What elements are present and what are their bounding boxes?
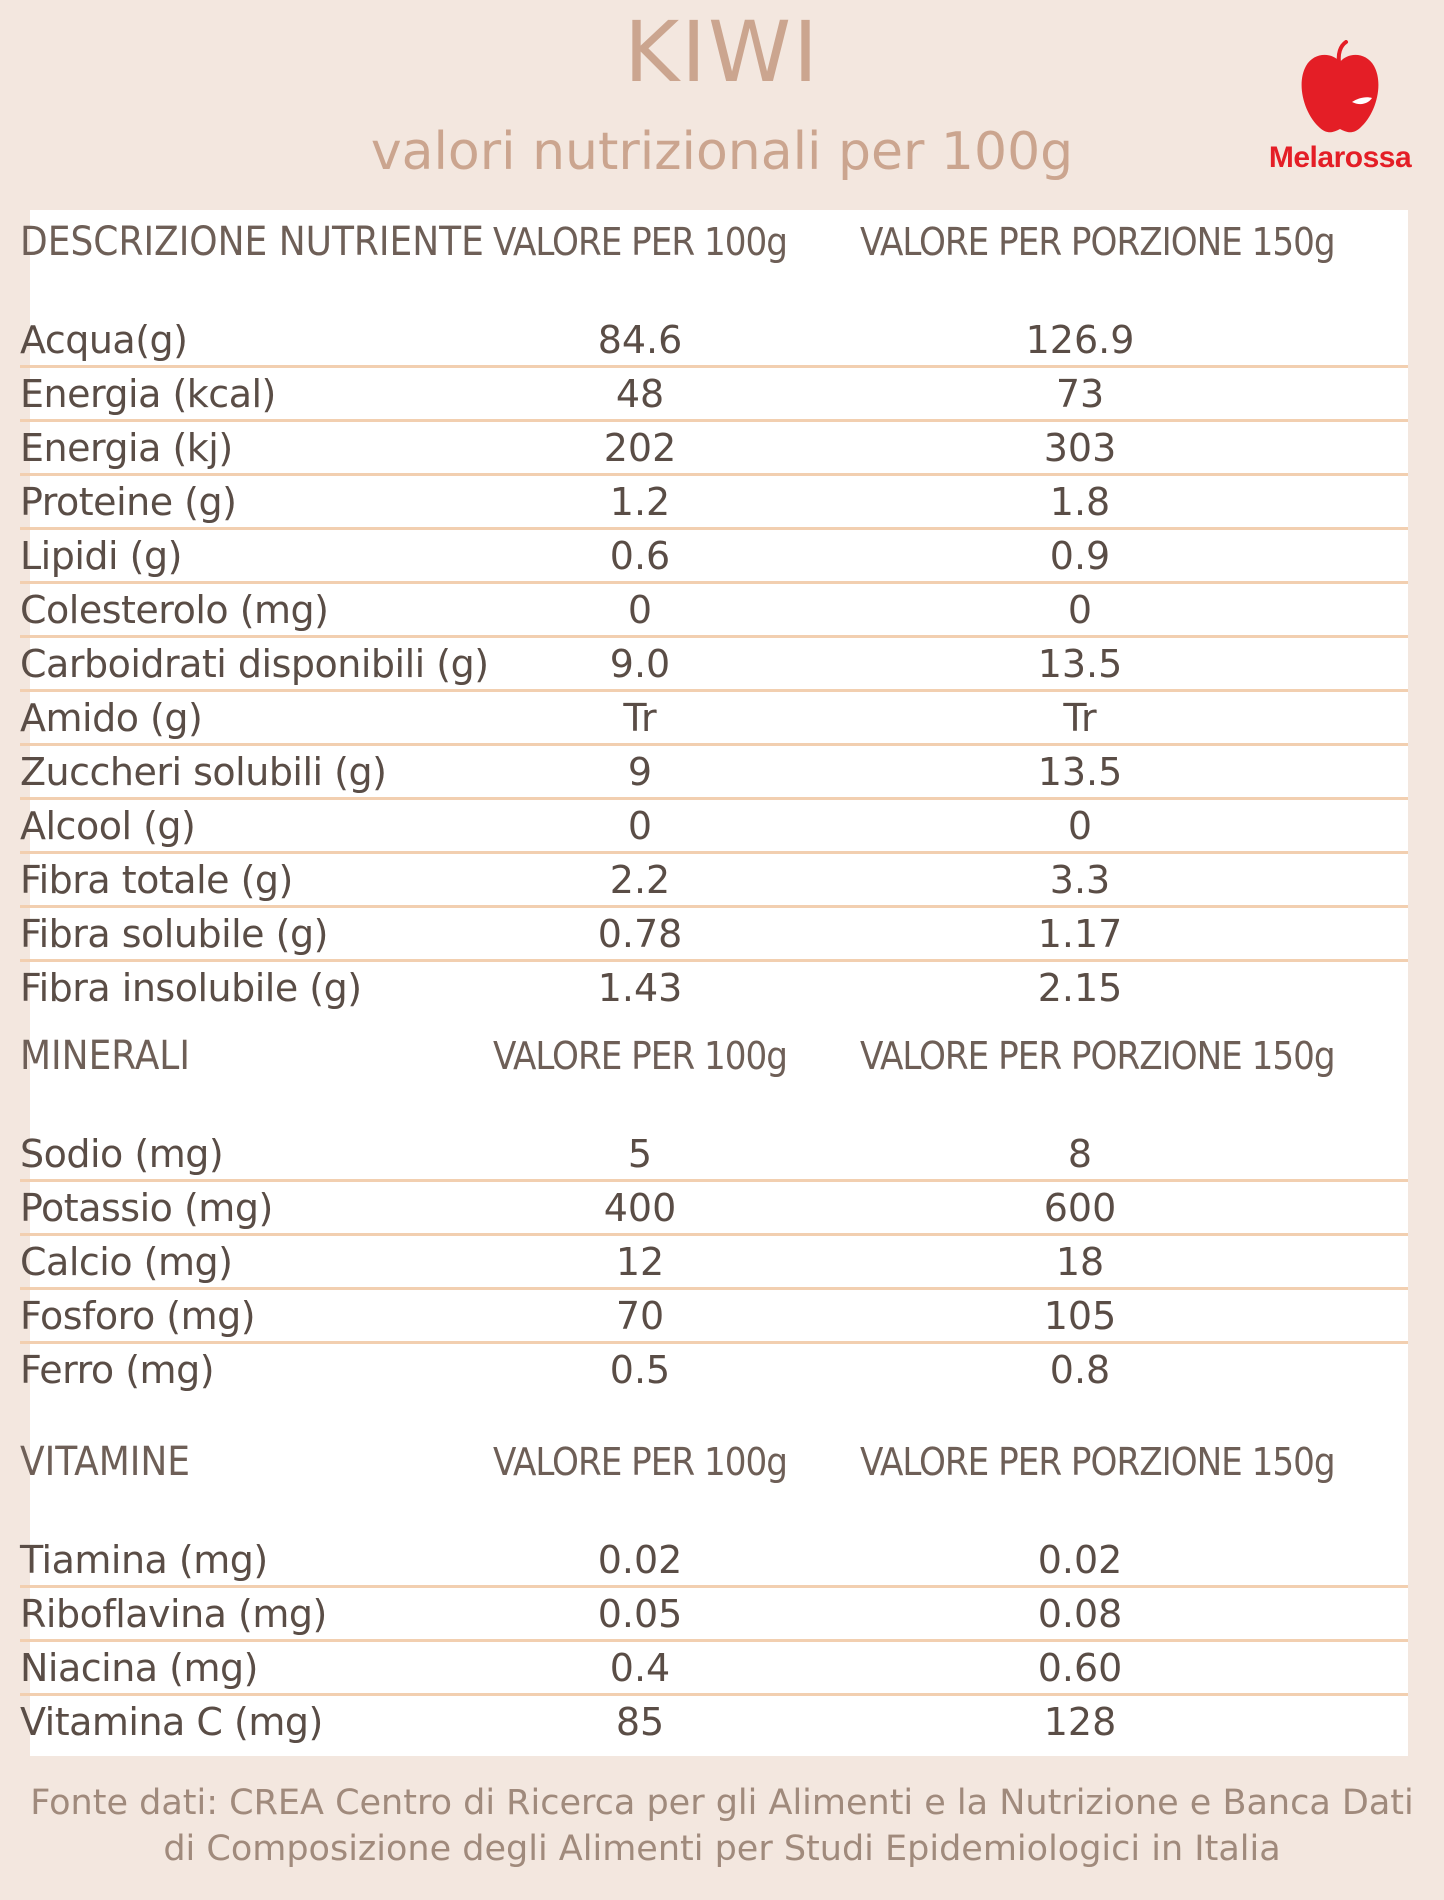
table-row (20, 962, 1408, 1013)
value-per-portion: 3.3 (1049, 858, 1111, 902)
value-per-portion: 0 (1067, 588, 1093, 632)
table-row (20, 746, 1408, 800)
table-row (20, 1128, 1408, 1182)
nutrient-name: Potassio (mg) (20, 1186, 273, 1230)
nutrient-name: Zuccheri solubili (g) (20, 750, 387, 794)
value-per-portion: 0.9 (1049, 534, 1111, 578)
section-nutrients (20, 214, 1408, 1013)
value-per-100g: 0.05 (597, 1592, 683, 1636)
value-per-portion: 0.08 (1037, 1592, 1123, 1636)
column-header-per-100g: VALORE PER 100g (493, 1440, 787, 1484)
value-per-100g: 70 (615, 1294, 665, 1338)
value-per-100g: 85 (615, 1700, 665, 1744)
page-subtitle: valori nutrizionali per 100g (370, 122, 1074, 182)
value-per-portion: 0.8 (1049, 1348, 1111, 1392)
table-row (20, 638, 1408, 692)
page-title: KIWI (624, 3, 820, 101)
table-row (20, 692, 1408, 746)
nutrient-name: Acqua(g) (20, 318, 188, 362)
table-row (20, 1290, 1408, 1344)
nutrient-name: Proteine (g) (20, 480, 237, 524)
value-per-100g: 9 (627, 750, 653, 794)
section-heading (20, 214, 1408, 314)
section-title-minerals: MINERALI (20, 1033, 190, 1079)
table-row (20, 584, 1408, 638)
value-per-100g: 2.2 (609, 858, 671, 902)
column-header-per-portion: VALORE PER PORZIONE 150g (860, 1034, 1335, 1078)
value-per-portion: 126.9 (1025, 318, 1135, 362)
value-per-portion: 600 (1043, 1186, 1117, 1230)
value-per-portion: 303 (1043, 426, 1117, 470)
value-per-100g: 84.6 (597, 318, 683, 362)
value-per-portion: 0 (1067, 804, 1093, 848)
table-row (20, 1642, 1408, 1696)
value-per-portion: 13.5 (1037, 750, 1123, 794)
value-per-portion: 8 (1067, 1132, 1093, 1176)
value-per-100g: 0.02 (597, 1538, 683, 1582)
table-row (20, 1588, 1408, 1642)
apple-icon (1292, 40, 1388, 140)
value-per-portion: 13.5 (1037, 642, 1123, 686)
column-header-nutrient: DESCRIZIONE NUTRIENTE (20, 219, 484, 265)
value-per-100g: 400 (603, 1186, 677, 1230)
brand-name: Melarossa (1268, 141, 1412, 174)
value-per-portion: 1.17 (1037, 912, 1123, 956)
table-row (20, 368, 1408, 422)
table-row (20, 908, 1408, 962)
nutrient-name: Riboflavina (mg) (20, 1592, 327, 1636)
nutrient-name: Fosforo (mg) (20, 1294, 256, 1338)
column-header-per-portion: VALORE PER PORZIONE 150g (860, 1440, 1335, 1484)
table-row (20, 476, 1408, 530)
value-per-100g: 0.6 (609, 534, 671, 578)
column-header-per-100g: VALORE PER 100g (493, 220, 787, 264)
value-per-portion: 128 (1043, 1700, 1117, 1744)
source-footer (0, 1780, 1444, 1872)
table-row (20, 1344, 1408, 1395)
table-row (20, 1236, 1408, 1290)
nutrient-name: Tiamina (mg) (20, 1538, 268, 1582)
nutrient-name: Colesterolo (mg) (20, 588, 329, 632)
value-per-100g: 0 (627, 588, 653, 632)
nutrient-name: Energia (kj) (20, 426, 233, 470)
table-row (20, 800, 1408, 854)
value-per-portion: 2.15 (1037, 966, 1123, 1010)
table-row (20, 1534, 1408, 1588)
table-row (20, 1696, 1408, 1747)
nutrient-name: Sodio (mg) (20, 1132, 224, 1176)
value-per-100g: 1.2 (609, 480, 671, 524)
value-per-portion: 0.60 (1037, 1646, 1123, 1690)
nutrient-name: Ferro (mg) (20, 1348, 215, 1392)
nutrient-name: Fibra totale (g) (20, 858, 293, 902)
section-heading (20, 1028, 1408, 1128)
value-per-portion: 18 (1055, 1240, 1105, 1284)
table-row (20, 1182, 1408, 1236)
nutrient-name: Niacina (mg) (20, 1646, 258, 1690)
section-minerals (20, 1028, 1408, 1395)
value-per-portion: 105 (1043, 1294, 1117, 1338)
brand-logo (1260, 40, 1420, 190)
column-header-per-100g: VALORE PER 100g (493, 1034, 787, 1078)
source-line-2: di Composizione degli Alimenti per Studi Epidemiologici in Italia (163, 1829, 1281, 1869)
value-per-portion: 0.02 (1037, 1538, 1123, 1582)
value-per-100g: 202 (603, 426, 677, 470)
nutrient-name: Lipidi (g) (20, 534, 182, 578)
table-row (20, 422, 1408, 476)
value-per-100g: 0.4 (609, 1646, 671, 1690)
value-per-100g: 0 (627, 804, 653, 848)
value-per-100g: 12 (615, 1240, 665, 1284)
nutrient-name: Vitamina C (mg) (20, 1700, 323, 1744)
value-per-portion: 1.8 (1049, 480, 1111, 524)
nutrient-name: Alcool (g) (20, 804, 196, 848)
nutrient-name: Energia (kcal) (20, 372, 276, 416)
value-per-100g: 48 (615, 372, 665, 416)
section-title-vitamins: VITAMINE (20, 1439, 190, 1485)
source-line-1: Fonte dati: CREA Centro di Ricerca per gli Alimenti e la Nutrizione e Banca Dati (30, 1783, 1414, 1823)
nutrient-name: Fibra insolubile (g) (20, 966, 362, 1010)
nutrient-name: Fibra solubile (g) (20, 912, 328, 956)
value-per-100g: 1.43 (597, 966, 683, 1010)
column-header-per-portion: VALORE PER PORZIONE 150g (860, 220, 1335, 264)
value-per-100g: 9.0 (609, 642, 671, 686)
value-per-100g: 0.78 (597, 912, 683, 956)
nutrient-name: Carboidrati disponibili (g) (20, 642, 489, 686)
table-row (20, 314, 1408, 368)
table-row (20, 854, 1408, 908)
nutrient-name: Amido (g) (20, 696, 203, 740)
value-per-100g: 0.5 (609, 1348, 671, 1392)
value-per-100g: Tr (623, 696, 657, 740)
nutrient-name: Calcio (mg) (20, 1240, 233, 1284)
table-row (20, 530, 1408, 584)
section-heading (20, 1434, 1408, 1534)
section-vitamins (20, 1434, 1408, 1747)
value-per-100g: 5 (627, 1132, 653, 1176)
value-per-portion: Tr (1063, 696, 1097, 740)
value-per-portion: 73 (1055, 372, 1105, 416)
